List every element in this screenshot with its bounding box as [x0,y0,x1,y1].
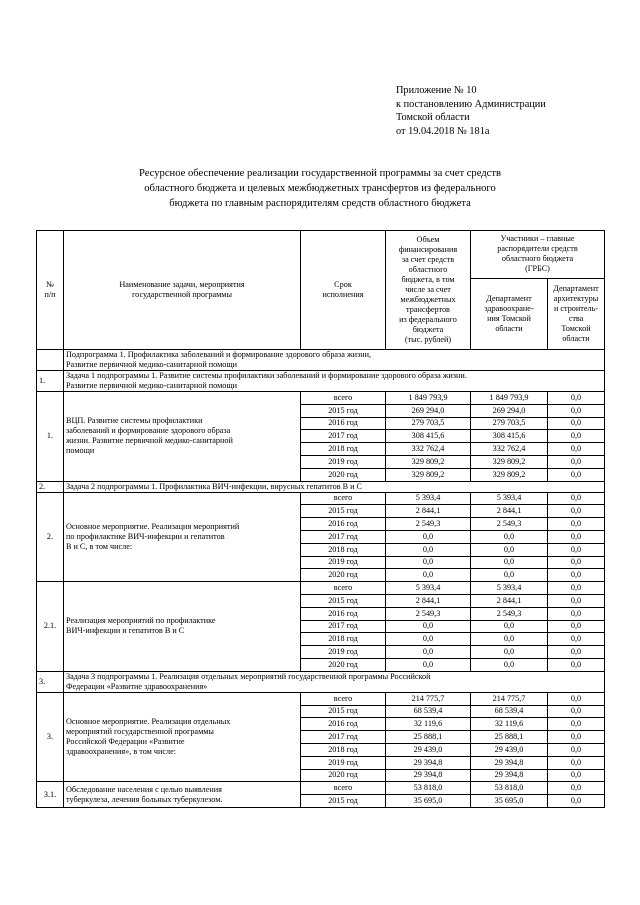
table-section-row [37,671,605,692]
cell-volume: 5 393,4 [386,582,471,595]
cell-volume: 0,0 [386,646,471,659]
cell-dep-architecture: 0,0 [548,443,605,456]
appendix-line-1: Приложение № 10 [396,85,477,96]
cell-term: 2015 год [301,594,386,607]
cell-term: 2018 год [301,743,386,756]
cell-dep-architecture: 0,0 [548,505,605,518]
cell-term: 2019 год [301,455,386,468]
cell-dep-health: 269 294,0 [471,404,548,417]
cell-dep-health: 53 818,0 [471,782,548,795]
cell-dep-health: 329 809,2 [471,455,548,468]
cell-term: всего [301,692,386,705]
cell-dep-architecture: 0,0 [548,430,605,443]
cell-volume: 25 888,1 [386,731,471,744]
cell-term: 2018 год [301,443,386,456]
cell-dep-health: 0,0 [471,543,548,556]
cell-term: 2017 год [301,731,386,744]
cell-dep-architecture: 0,0 [548,743,605,756]
cell-volume: 0,0 [386,556,471,569]
cell-term: 2019 год [301,556,386,569]
cell-dep-health: 214 775,7 [471,692,548,705]
cell-dep-health: 2 844,1 [471,594,548,607]
row-index: 3.1. [37,782,64,808]
row-index: 2.1. [37,582,64,672]
row-index [37,350,64,371]
cell-term: 2020 год [301,569,386,582]
row-activity-name: Основное мероприятие. Реализация отдельных мероприятий государственной программы Российской Федерации «Развитие здравоохранения», в том числе: [64,692,301,782]
cell-term: 2020 год [301,468,386,481]
section-title: Подпрограмма 1. Профилактика заболеваний и формирование здорового образа жизни, Развитие первичной медико-санитарной помощи [64,350,605,371]
cell-term: 2015 год [301,705,386,718]
row-activity-name: Основное мероприятие. Реализация мероприятий по профилактике ВИЧ-инфекции и гепатитов В и С, в том числе: [64,492,301,582]
cell-dep-health: 0,0 [471,646,548,659]
cell-dep-health: 0,0 [471,633,548,646]
section-title: Задача 3 подпрограммы 1. Реализация отдельных мероприятий государственной программы Российской Федерации «Развитие здравоохранения» [64,671,605,692]
cell-term: 2015 год [301,505,386,518]
cell-term: 2016 год [301,607,386,620]
table-row [37,392,605,405]
cell-dep-health: 0,0 [471,620,548,633]
cell-dep-architecture: 0,0 [548,756,605,769]
cell-dep-health: 2 549,3 [471,607,548,620]
document-title-line-1: Ресурсное обеспечение реализации государственной программы за счет средств [138,168,502,179]
cell-term: 2018 год [301,633,386,646]
cell-term: 2016 год [301,718,386,731]
cell-dep-architecture: 0,0 [548,718,605,731]
cell-dep-architecture: 0,0 [548,658,605,671]
cell-dep-architecture: 0,0 [548,392,605,405]
cell-dep-health: 332 762,4 [471,443,548,456]
resource-allocation-table [36,230,605,808]
section-title: Задача 2 подпрограммы 1. Профилактика ВИЧ-инфекции, вирусных гепатитов В и С [64,481,605,492]
cell-volume: 0,0 [386,569,471,582]
cell-volume: 0,0 [386,543,471,556]
cell-volume: 2 844,1 [386,594,471,607]
cell-volume: 29 439,0 [386,743,471,756]
cell-dep-architecture: 0,0 [548,795,605,808]
cell-volume: 32 119,6 [386,718,471,731]
table-section-row [37,371,605,392]
cell-dep-health: 25 888,1 [471,731,548,744]
appendix-line-4: от 19.04.2018 № 181а [396,125,490,137]
cell-dep-health: 279 703,5 [471,417,548,430]
cell-term: всего [301,582,386,595]
cell-dep-architecture: 0,0 [548,607,605,620]
cell-volume: 29 394,8 [386,769,471,782]
document-title [70,166,570,211]
cell-volume: 35 695,0 [386,795,471,808]
cell-volume: 332 762,4 [386,443,471,456]
cell-term: 2020 год [301,658,386,671]
cell-volume: 0,0 [386,633,471,646]
cell-dep-architecture: 0,0 [548,582,605,595]
cell-dep-architecture: 0,0 [548,404,605,417]
cell-dep-health: 329 809,2 [471,468,548,481]
row-activity-name: ВЦП. Развитие системы профилактики заболеваний и формирование здорового образа жизни. Развитие первичной медико-санитарной помощи [64,392,301,482]
row-index: 2. [37,481,64,492]
cell-dep-health: 2 549,3 [471,518,548,531]
cell-volume: 308 415,6 [386,430,471,443]
cell-dep-health: 0,0 [471,530,548,543]
cell-term: всего [301,392,386,405]
cell-dep-health: 2 844,1 [471,505,548,518]
cell-volume: 329 809,2 [386,455,471,468]
section-title: Задача 1 подпрограммы 1. Развитие системы профилактики заболеваний и формирование здорового образа жизни. Развитие первичной медико-санитарной помощи [64,371,605,392]
header-term: Срок исполнения [301,231,386,350]
cell-dep-architecture: 0,0 [548,468,605,481]
cell-term: 2017 год [301,530,386,543]
header-participants: Участники – главные распорядители средств областного бюджета (ГРБС) [471,231,605,279]
cell-term: 2018 год [301,543,386,556]
table-header [37,231,605,350]
cell-term: 2016 год [301,417,386,430]
cell-dep-health: 5 393,4 [471,492,548,505]
table-section-row [37,481,605,492]
cell-term: 2015 год [301,404,386,417]
cell-dep-health: 35 695,0 [471,795,548,808]
cell-dep-architecture: 0,0 [548,692,605,705]
cell-volume: 1 849 793,9 [386,392,471,405]
cell-dep-architecture: 0,0 [548,530,605,543]
row-index: 1. [37,371,64,392]
cell-term: 2016 год [301,518,386,531]
cell-term: 2017 год [301,430,386,443]
cell-dep-architecture: 0,0 [548,633,605,646]
cell-volume: 5 393,4 [386,492,471,505]
cell-dep-architecture: 0,0 [548,731,605,744]
cell-dep-architecture: 0,0 [548,417,605,430]
cell-dep-architecture: 0,0 [548,455,605,468]
document-title-line-3: бюджета по главным распорядителям средств областного бюджета [169,198,471,210]
header-volume: Объем финансирования за счет средств областного бюджета, в том числе за счет межбюджетных трансфертов из федерального бюджета (тыс. рублей) [386,231,471,350]
appendix-line-2: к постановлению Администрации [396,98,546,110]
cell-dep-architecture: 0,0 [548,543,605,556]
cell-dep-architecture: 0,0 [548,556,605,569]
cell-volume: 329 809,2 [386,468,471,481]
cell-term: всего [301,782,386,795]
cell-dep-health: 0,0 [471,556,548,569]
cell-dep-health: 29 439,0 [471,743,548,756]
row-index: 2. [37,492,64,582]
header-number: № п/п [37,231,64,350]
table-header-row-top [37,231,605,279]
cell-dep-health: 0,0 [471,569,548,582]
table-section-row [37,350,605,371]
cell-volume: 0,0 [386,530,471,543]
row-activity-name: Обследование населения с целью выявления туберкулеза, лечения больных туберкулезом. [64,782,301,808]
cell-volume: 0,0 [386,620,471,633]
cell-term: 2015 год [301,795,386,808]
cell-volume: 2 549,3 [386,607,471,620]
cell-dep-architecture: 0,0 [548,705,605,718]
cell-dep-architecture: 0,0 [548,594,605,607]
cell-dep-architecture: 0,0 [548,782,605,795]
table-row [37,692,605,705]
header-dep-architecture: Департамент архитектуры и строитель- ства Томской области [548,278,605,349]
document-title-line-2: областного бюджета и целевых межбюджетных трансфертов из федерального [144,183,496,195]
cell-dep-architecture: 0,0 [548,769,605,782]
cell-term: 2020 год [301,769,386,782]
cell-dep-health: 5 393,4 [471,582,548,595]
cell-dep-architecture: 0,0 [548,569,605,582]
cell-dep-health: 29 394,8 [471,756,548,769]
table-row [37,492,605,505]
cell-volume: 2 844,1 [386,505,471,518]
table-row [37,782,605,795]
row-index: 3. [37,692,64,782]
cell-term: 2017 год [301,620,386,633]
header-dep-health: Департамент здравоохране- ния Томской области [471,278,548,349]
cell-volume: 214 775,7 [386,692,471,705]
cell-dep-health: 29 394,8 [471,769,548,782]
cell-dep-architecture: 0,0 [548,620,605,633]
cell-dep-health: 1 849 793,9 [471,392,548,405]
cell-volume: 29 394,8 [386,756,471,769]
cell-term: всего [301,492,386,505]
cell-volume: 279 703,5 [386,417,471,430]
cell-dep-architecture: 0,0 [548,518,605,531]
cell-volume: 53 818,0 [386,782,471,795]
cell-term: 2019 год [301,646,386,659]
row-index: 1. [37,392,64,482]
cell-term: 2019 год [301,756,386,769]
cell-volume: 2 549,3 [386,518,471,531]
row-activity-name: Реализация мероприятий по профилактике ВИЧ-инфекции и гепатитов В и С [64,582,301,672]
row-index: 3. [37,671,64,692]
cell-dep-health: 308 415,6 [471,430,548,443]
cell-volume: 68 539,4 [386,705,471,718]
cell-dep-health: 68 539,4 [471,705,548,718]
cell-dep-architecture: 0,0 [548,646,605,659]
cell-volume: 269 294,0 [386,404,471,417]
cell-dep-architecture: 0,0 [548,492,605,505]
cell-volume: 0,0 [386,658,471,671]
appendix-reference-block [396,84,626,138]
appendix-line-3: Томской области [396,112,470,124]
resource-allocation-table-wrapper [36,230,604,808]
table-body [37,350,605,808]
cell-dep-health: 0,0 [471,658,548,671]
cell-dep-health: 32 119,6 [471,718,548,731]
header-name: Наименование задачи, мероприятия государственной программы [64,231,301,350]
table-row [37,582,605,595]
